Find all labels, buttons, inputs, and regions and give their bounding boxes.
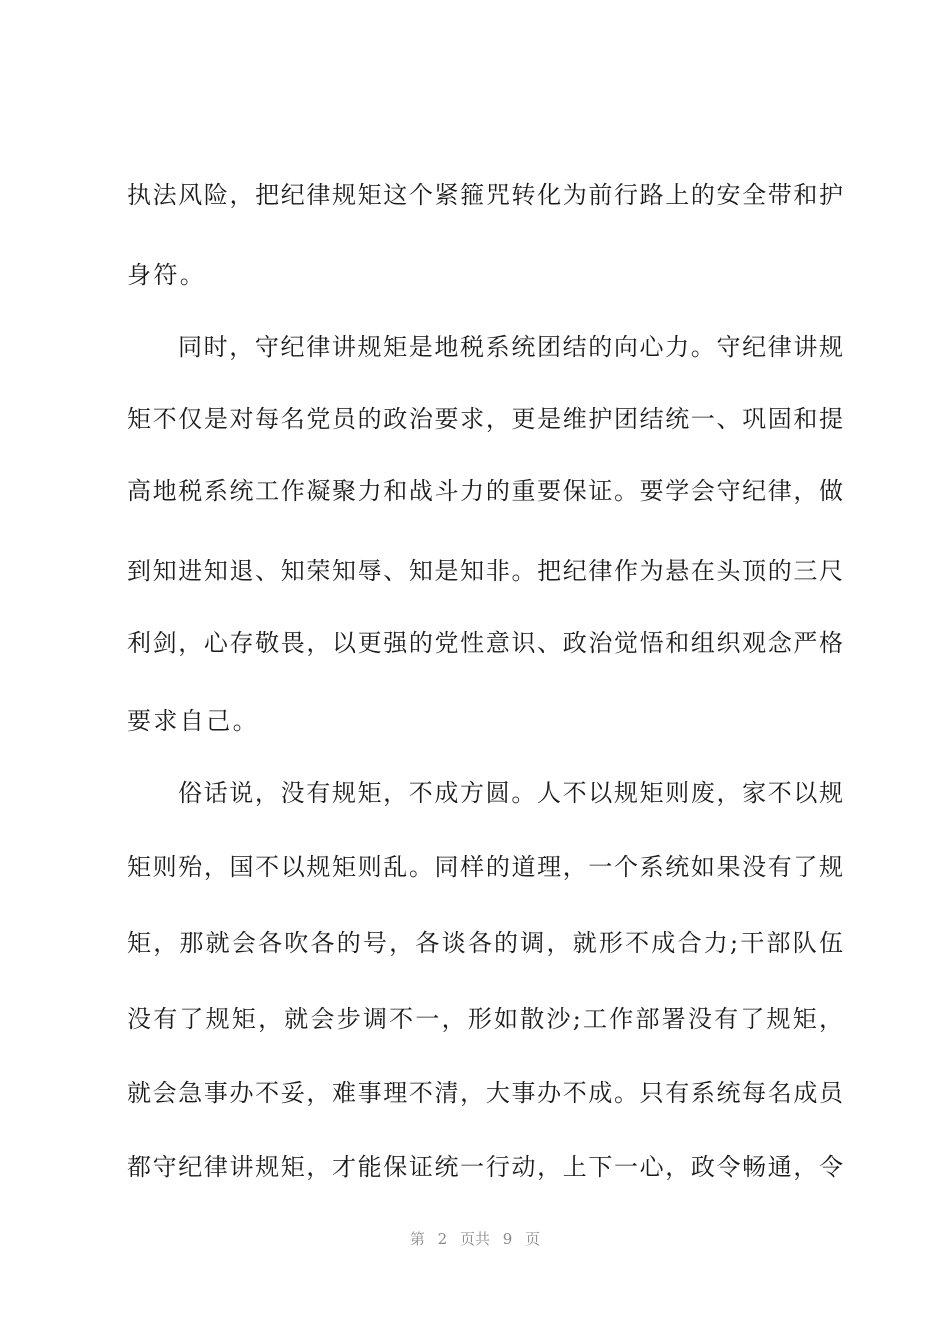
page-number-footer: 第 2 页共 9 页 bbox=[409, 1230, 541, 1248]
paragraph-first-line: 同时，守纪律讲规矩是地税系统团结的向心力。守纪律讲规 bbox=[178, 333, 843, 361]
text-line: 要求自己。 bbox=[127, 707, 259, 735]
text-line: 到知进知退、知荣知辱、知是知非。把纪律作为悬在头顶的三尺 bbox=[127, 557, 843, 585]
text-line: 都守纪律讲规矩，才能保证统一行动，上下一心，政令畅通，令 bbox=[127, 1153, 843, 1181]
text-line: 没有了规矩，就会步调不一，形如散沙;工作部署没有了规矩， bbox=[127, 1005, 843, 1033]
text-line: 高地税系统工作凝聚力和战斗力的重要保证。要学会守纪律，做 bbox=[127, 477, 843, 505]
text-line: 就会急事办不妥，难事理不清，大事办不成。只有系统每名成员 bbox=[127, 1079, 843, 1107]
text-line: 执法风险，把纪律规矩这个紧箍咒转化为前行路上的安全带和护 bbox=[127, 181, 843, 209]
text-line: 利剑，心存敬畏，以更强的党性意识、政治觉悟和组织观念严格 bbox=[127, 629, 843, 657]
text-line: 矩，那就会各吹各的号，各谈各的调，就形不成合力;干部队伍 bbox=[127, 929, 843, 957]
paragraph-first-line: 俗话说，没有规矩，不成方圆。人不以规矩则废，家不以规 bbox=[178, 779, 843, 807]
text-line: 矩不仅是对每名党员的政治要求，更是维护团结统一、巩固和提 bbox=[127, 405, 843, 433]
text-line: 矩则殆，国不以规矩则乱。同样的道理，一个系统如果没有了规 bbox=[127, 853, 843, 881]
text-line: 身符。 bbox=[127, 261, 207, 289]
